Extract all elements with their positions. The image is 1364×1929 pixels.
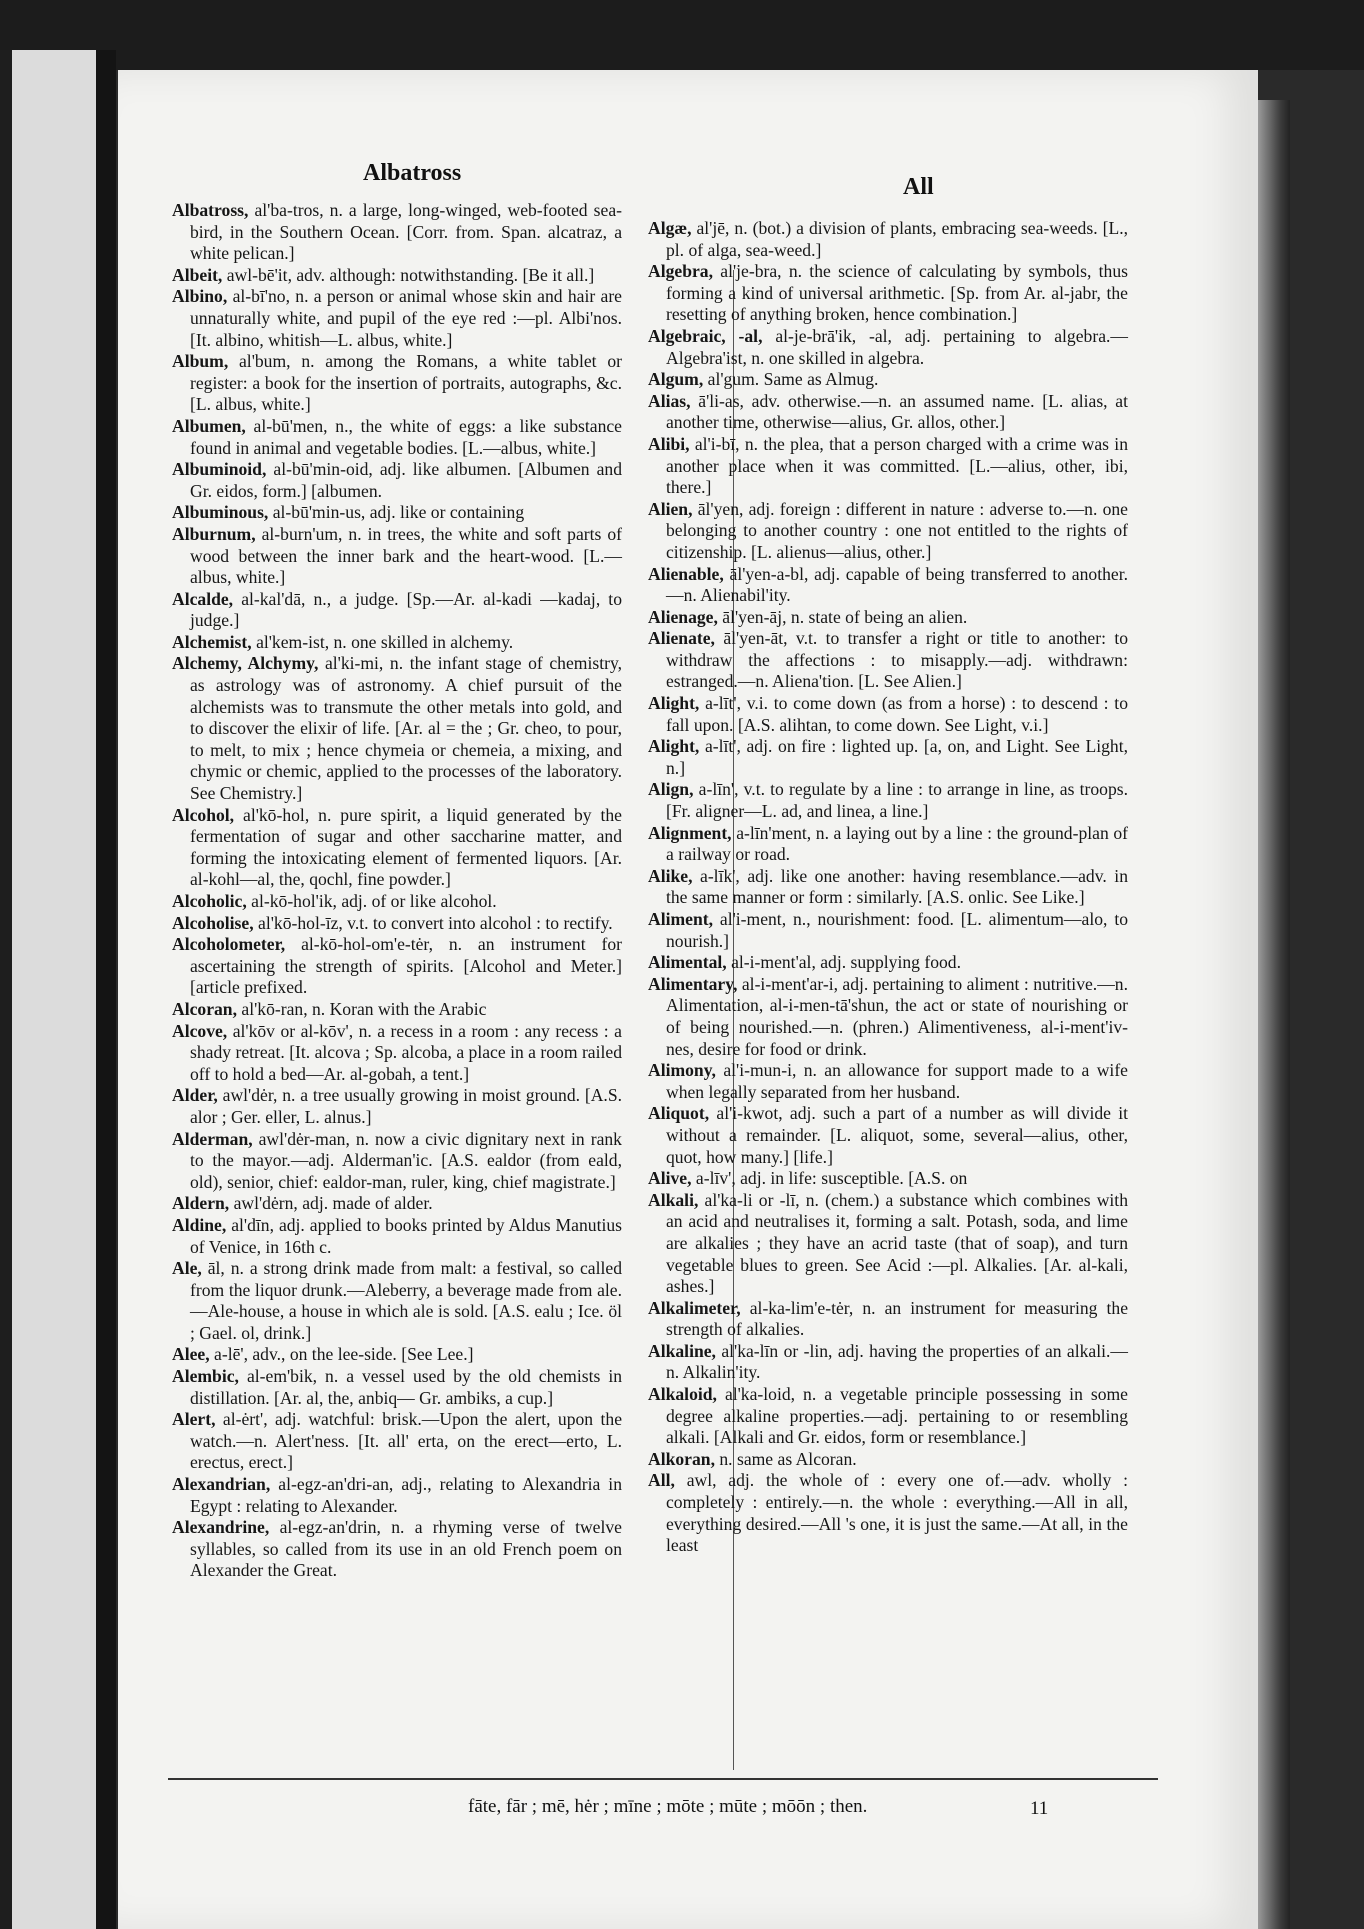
dictionary-entry	[172, 1085, 622, 1128]
dictionary-entry	[648, 261, 1128, 326]
entry-definition: al'ka-li or -lī, n. (chem.) a substance which combines with an acid and neutralises it, forming a salt. Potash, soda, and lime are alkalies ; they have an acrid taste (that of soap), and turn vegetable blues to green. See Acid :—pl. Alkalies. [Ar. al-kali, ashes.]	[666, 1189, 1128, 1297]
dictionary-entry	[648, 391, 1128, 434]
right-column	[648, 218, 1128, 1557]
entry-headword: Alcoholometer,	[172, 934, 286, 955]
entry-definition: ā'li-as, adv. otherwise.—n. an assumed name. [L. alias, at another time, otherwise—alius, Gr. allos, other.]	[666, 390, 1128, 433]
entry-definition: al-i-ment'ar-i, adj. pertaining to aliment : nutritive.—n. Alimentation, al-i-men-tā'shun, the act or state of nourishing or of being nourished.—n. (phren.) Alimentiveness, al-i-ment'iv-nes, desire for food or drink.	[666, 973, 1128, 1059]
dictionary-entry	[648, 1298, 1128, 1341]
dictionary-entry	[172, 286, 622, 351]
dictionary-entry	[648, 952, 1128, 974]
entry-definition: al-bū'men, n., the white of eggs: a like substance found in animal and vegetable bodies. [L.—albus, white.]	[190, 415, 622, 458]
entry-definition: āl'yen-āt, v.t. to transfer a right or title to another: to withdraw the affections : to misapply.—adj. withdrawn: estranged.—n. Aliena'tion. [L. See Alien.]	[666, 628, 1128, 692]
entry-definition: a-līn'ment, n. a laying out by a line : the ground-plan of a railway or road.	[666, 822, 1128, 865]
entry-headword: Aldine,	[172, 1214, 227, 1235]
previous-page-margin	[0, 50, 12, 1929]
entry-definition: n. same as Alcoran.	[719, 1448, 857, 1469]
footer-rule	[168, 1778, 1158, 1780]
dictionary-page	[118, 70, 1258, 1929]
entry-headword: Alias,	[648, 390, 691, 411]
entry-definition: a-līn', v.t. to regulate by a line : to arrange in line, as troops. [Fr. aligner—L. ad, and linea, a line.]	[666, 779, 1128, 822]
entry-headword: Algebra,	[648, 261, 713, 282]
entry-headword: Alight,	[648, 736, 700, 757]
left-column	[172, 200, 622, 1582]
entry-headword: Album,	[172, 351, 229, 372]
entry-definition: al-bī'no, n. a person or animal whose skin and hair are unnaturally white, and pupil of the eye red :—pl. Albi'nos. [It. albino, whitish—L. albus, white.]	[190, 286, 622, 350]
pronunciation-key: fāte, fār ; mē, hėr ; mīne ; mōte ; mūte ; mōōn ; then.	[468, 1796, 868, 1817]
entry-definition: al'kō-hol-īz, v.t. to convert into alcohol : to rectify.	[258, 912, 613, 933]
entry-definition: al'jē, n. (bot.) a division of plants, embracing sea-weeds. [L., pl. of alga, sea-weed.]	[666, 218, 1128, 260]
entry-definition: al'i-kwot, adj. such a part of a number as will divide it without a remainder. [L. aliquot, some, several—alius, other, quot, how many.] [life.]	[666, 1103, 1129, 1167]
dictionary-entry	[172, 999, 622, 1021]
entry-definition: al'je-bra, n. the science of calculating by symbols, thus forming a kind of universal arithmetic. [Sp. from Ar. al-jabr, the resetting of anything broken, hence combination.]	[666, 261, 1128, 325]
entry-definition: al'kem-ist, n. one skilled in alchemy.	[256, 631, 514, 652]
running-head-right: All	[903, 174, 934, 200]
entry-definition: al'ba-tros, n. a large, long-winged, web-footed sea-bird, in the Southern Ocean. [Corr. from. Span. alcatraz, a white pelican.]	[190, 200, 622, 264]
dictionary-entry	[172, 200, 622, 265]
dictionary-entry	[648, 326, 1128, 369]
entry-headword: Alexandrian,	[172, 1474, 271, 1495]
dictionary-entry	[172, 1021, 622, 1086]
entry-headword: Alcove,	[172, 1020, 228, 1041]
entry-headword: Albumen,	[172, 415, 246, 436]
entry-definition: al-bū'min-us, adj. like or containing	[272, 502, 525, 523]
dictionary-entry	[648, 218, 1128, 261]
entry-headword: Albeit,	[172, 264, 223, 285]
dictionary-entry	[172, 265, 622, 287]
entry-headword: Ale,	[172, 1258, 202, 1279]
entry-definition: awl'dėr, n. a tree usually growing in moist ground. [A.S. alor ; Ger. eller, L. alnus.]	[190, 1085, 623, 1127]
dictionary-entry	[172, 1258, 622, 1344]
entry-definition: al-em'bik, n. a vessel used by the old chemists in distillation. [Ar. al, the, anbiq— Gr. ambiks, a cup.]	[190, 1366, 623, 1408]
entry-headword: Alembic,	[172, 1366, 239, 1387]
entry-definition: al'ka-loid, n. a vegetable principle possessing in some degree alkaline properties.—adj. pertaining to or resembling alkali. [Alkali and Gr. eidos, form or resemblance.]	[666, 1384, 1128, 1448]
entry-headword: Albuminous,	[172, 502, 269, 523]
entry-definition: al'kōv or al-kōv', n. a recess in a room : any recess : a shady retreat. [It. alcova ; Sp. alcoba, a place in a room railed off to hold a bed—Ar. al-gobah, a tent.]	[190, 1020, 622, 1084]
entry-headword: Alienage,	[648, 606, 718, 627]
entry-headword: Alderman,	[172, 1128, 253, 1149]
dictionary-entry	[648, 628, 1128, 693]
dictionary-entry	[172, 1517, 622, 1582]
entry-definition: al'kō-ran, n. Koran with the Arabic	[241, 998, 487, 1019]
entry-definition: al'i-bī, n. the plea, that a person charged with a crime was in another place when it was committed. [L.—alius, other, ibi, there.]	[666, 433, 1128, 498]
entry-headword: Alcohol,	[172, 804, 235, 825]
entry-headword: Alienate,	[648, 628, 715, 649]
dictionary-entry	[172, 524, 622, 589]
entry-headword: Alkoran,	[648, 1448, 715, 1469]
dictionary-entry	[172, 1366, 622, 1409]
entry-definition: al'kō-hol, n. pure spirit, a liquid generated by the fermentation of sugar and other saccharine matter, and forming the intoxicating element of fermented liquors. [Ar. al-kohl—al, the, qochl, fine powder.]	[190, 804, 622, 890]
dictionary-entry	[648, 866, 1128, 909]
entry-headword: Algebraic, -al,	[648, 325, 763, 346]
entry-headword: Alcoholic,	[172, 891, 247, 911]
entry-headword: All,	[648, 1470, 675, 1491]
dictionary-entry	[648, 909, 1128, 952]
dictionary-entry	[648, 1168, 1128, 1190]
dictionary-entry	[172, 934, 622, 999]
entry-headword: Albuminoid,	[172, 459, 267, 480]
dictionary-entry	[648, 564, 1128, 607]
entry-definition: al-egz-an'drin, n. a rhyming verse of twelve syllables, so called from its use in an old French poem on Alexander the Great.	[190, 1517, 622, 1581]
entry-headword: Aliment,	[648, 909, 713, 929]
entry-headword: Alibi,	[648, 433, 690, 454]
dictionary-entry	[172, 502, 622, 524]
dictionary-entry	[648, 693, 1128, 736]
dictionary-entry	[648, 823, 1128, 866]
entry-headword: Alert,	[172, 1409, 216, 1430]
dictionary-entry	[172, 891, 622, 913]
entry-definition: al-kō-hol-om'e-tėr, n. an instrument for ascertaining the strength of spirits. [Alcohol and Meter.] [article prefixed.	[190, 934, 622, 998]
entry-headword: Alkaloid,	[648, 1384, 717, 1405]
entry-definition: al'i-ment, n., nourishment: food. [L. alimentum—alo, to nourish.]	[666, 909, 1128, 951]
dictionary-entry	[172, 1474, 622, 1517]
entry-definition: al-egz-an'dri-an, adj., relating to Alexandria in Egypt : relating to Alexander.	[190, 1474, 622, 1516]
dictionary-entry	[648, 369, 1128, 391]
dictionary-entry	[648, 736, 1128, 779]
entry-definition: al-ka-lim'e-tėr, n. an instrument for measuring the strength of alkalies.	[666, 1297, 1128, 1340]
entry-headword: Alcalde,	[172, 588, 234, 609]
entry-definition: āl'yen, adj. foreign : different in nature : adverse to.—n. one belonging to another country : one not entitled to the rights of citizenship. [L. alienus—alius, other.]	[666, 498, 1128, 562]
entry-headword: Alimentary,	[648, 973, 738, 994]
entry-headword: Albino,	[172, 286, 228, 307]
entry-headword: Align,	[648, 779, 694, 800]
dictionary-entry	[648, 1384, 1128, 1449]
entry-headword: Alexandrine,	[172, 1517, 270, 1538]
entry-headword: Alike,	[648, 865, 693, 886]
entry-headword: Aldern,	[172, 1193, 230, 1214]
entry-definition: al-ėrt', adj. watchful: brisk.—Upon the alert, upon the watch.—n. Alert'ness. [It. all' erta, on the erect—erto, L. erectus, erect.]	[190, 1409, 623, 1473]
entry-definition: a-līv', adj. in life: susceptible. [A.S. on	[695, 1168, 968, 1189]
entry-headword: Alight,	[648, 693, 700, 714]
dictionary-entry	[172, 1215, 622, 1258]
dictionary-entry	[172, 351, 622, 416]
dictionary-entry	[648, 1103, 1128, 1168]
entry-headword: Aliquot,	[648, 1103, 710, 1124]
entry-definition: āl'yen-āj, n. state of being an alien.	[722, 606, 968, 627]
entry-headword: Alien,	[648, 498, 693, 519]
entry-definition: āl'yen-a-bl, adj. capable of being transferred to another.—n. Alienabil'ity.	[666, 563, 1128, 606]
entry-definition: a-līt', v.i. to come down (as from a horse) : to descend : to fall upon. [A.S. alihtan, to come down. See Light, v.i.]	[666, 693, 1128, 735]
dictionary-entry	[648, 1060, 1128, 1103]
dictionary-entry	[172, 653, 622, 804]
running-head-left: Albatross	[363, 160, 462, 186]
entry-definition: awl, adj. the whole of : every one of.—adv. wholly : completely : entirely.—n. the whole : everything.—All in all, everything desired.—All 's one, it is just the same.—At all, in the least	[666, 1470, 1128, 1556]
dictionary-entry	[172, 459, 622, 502]
entry-headword: Alchemy, Alchymy,	[172, 653, 319, 674]
entry-definition: al'i-mun-i, n. an allowance for support made to a wife when legally separated from her husband.	[666, 1060, 1128, 1102]
entry-definition: al-burn'um, n. in trees, the white and soft parts of wood between the inner bark and the heart-wood. [L.—albus, white.]	[190, 523, 622, 588]
dictionary-entry	[648, 1341, 1128, 1384]
entry-definition: al'ka-līn or -lin, adj. having the properties of an alkali.—n. Alkalin'ity.	[666, 1340, 1128, 1383]
entry-headword: Alchemist,	[172, 631, 252, 652]
dictionary-entry	[648, 974, 1128, 1060]
entry-headword: Alignment,	[648, 822, 732, 843]
dictionary-entry	[648, 1190, 1128, 1298]
entry-definition: al-i-ment'al, adj. supplying food.	[731, 952, 961, 973]
dictionary-entry	[172, 1409, 622, 1474]
dictionary-entry	[172, 805, 622, 891]
dictionary-entry	[648, 434, 1128, 499]
entry-definition: al-kō-hol'ik, adj. of or like alcohol.	[251, 891, 497, 911]
page-number: 11	[1030, 1798, 1049, 1819]
entry-definition: awl'dėr-man, n. now a civic dignitary next in rank to the mayor.—adj. Alderman'ic. [A.S. ealdor (from eald, old), senior, chief: ealdor-man, ruler, king, chief magistrate.]	[190, 1128, 622, 1192]
dictionary-entry	[172, 632, 622, 654]
previous-page-edge	[0, 50, 116, 1929]
entry-definition: al-je-brā'ik, -al, adj. pertaining to algebra.—Algebra'ist, n. one skilled in algebra.	[666, 325, 1128, 368]
entry-definition: āl, n. a strong drink made from malt: a festival, so called from the liquor drunk.—Aleberry, a beverage made from ale.—Ale-house, a house in which ale is sold. [A.S. ealu ; Ice. öl ; Gael. ol, drink.]	[190, 1258, 622, 1343]
entry-definition: al-bū'min-oid, adj. like albumen. [Albumen and Gr. eidos, form.] [albumen.	[190, 459, 622, 501]
book-gutter	[96, 50, 116, 1929]
entry-headword: Albatross,	[172, 200, 249, 220]
dictionary-entry	[648, 499, 1128, 564]
dictionary-entry	[172, 1129, 622, 1194]
entry-headword: Alder,	[172, 1085, 218, 1106]
entry-headword: Alive,	[648, 1168, 692, 1189]
entry-headword: Alimental,	[648, 952, 727, 973]
entry-definition: al-kal'dā, n., a judge. [Sp.—Ar. al-kadi —kadaj, to judge.]	[190, 588, 622, 631]
entry-headword: Alimony,	[648, 1060, 716, 1081]
entry-headword: Alee,	[172, 1344, 210, 1365]
entry-headword: Algæ,	[648, 218, 692, 238]
entry-definition: al'dīn, adj. applied to books printed by Aldus Manutius of Venice, in 16th c.	[190, 1214, 622, 1257]
dictionary-entry	[648, 779, 1128, 822]
dictionary-entry	[172, 416, 622, 459]
entry-definition: al'bum, n. among the Romans, a white tablet or register: a book for the insertion of portraits, autographs, &c. [L. albus, white.]	[190, 351, 622, 415]
entry-headword: Alkaline,	[648, 1340, 716, 1361]
entry-headword: Alkalimeter,	[648, 1297, 741, 1318]
entry-definition: al'ki-mi, n. the infant stage of chemistry, as astrology was of astronomy. A chief pursuit of the alchemists was to transmute the other metals into gold, and to discover the elixir of life. [Ar. al = the ; Gr. cheo, to pour, to melt, to mix ; hence chymeia or chemeia, a mixing, and chymic or chemic, applied to the processes of the laboratory. See Chemistry.]	[190, 653, 622, 804]
entry-headword: Algum,	[648, 369, 704, 390]
dictionary-entry	[648, 607, 1128, 629]
entry-definition: a-līt', adj. on fire : lighted up. [a, on, and Light. See Light, n.]	[666, 736, 1128, 778]
entry-definition: a-līk', adj. like one another: having resemblance.—adv. in the same manner or form : similarly. [A.S. onlic. See Like.]	[666, 865, 1128, 908]
entry-definition: awl-bē'it, adv. although: notwithstanding. [Be it all.]	[226, 264, 595, 285]
page-stack-edge	[1258, 100, 1290, 1929]
entry-headword: Alcoholise,	[172, 912, 254, 933]
dictionary-entry	[648, 1449, 1128, 1471]
dictionary-entry	[172, 913, 622, 935]
dictionary-entry	[172, 1193, 622, 1215]
entry-definition: awl'dėrn, adj. made of alder.	[233, 1193, 433, 1214]
entry-headword: Alcoran,	[172, 998, 237, 1019]
dictionary-entry	[648, 1470, 1128, 1556]
dictionary-entry	[172, 589, 622, 632]
scan-background	[0, 0, 1364, 70]
entry-definition: al'gum. Same as Almug.	[707, 369, 879, 390]
entry-headword: Alienable,	[648, 563, 724, 584]
entry-headword: Alburnum,	[172, 523, 256, 544]
dictionary-entry	[172, 1344, 622, 1366]
entry-headword: Alkali,	[648, 1189, 699, 1210]
entry-definition: a-lē', adv., on the lee-side. [See Lee.]	[214, 1344, 474, 1365]
